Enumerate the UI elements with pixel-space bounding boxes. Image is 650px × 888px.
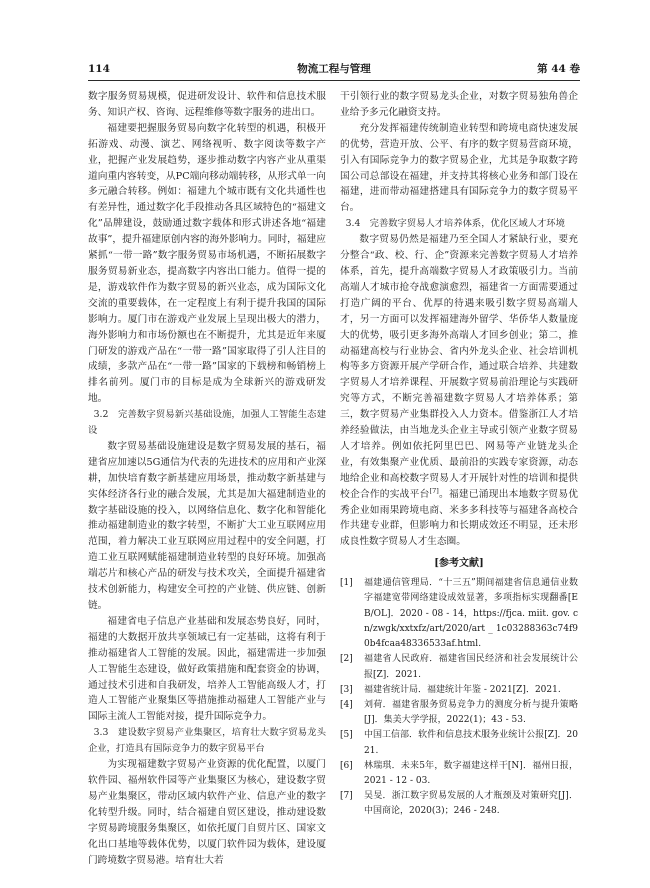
journal-title: 物流工程与管理	[297, 63, 371, 75]
left-column	[88, 89, 326, 868]
body-paragraph: 充分发挥福建传统制造业转型和跨境电商快速发展的优势，营造开放、公平、有序的数字贸易营商环境，引入有国际竞争力的数字贸易企业，尤其是争取数字跨国公司总部设在福建，并支持其将核心业务和部门设在福建，进而带动福建搭建具有国际竞争力的数字贸易平台。	[340, 122, 578, 214]
paragraph-text: 。福建已涌现出本地数字贸易优秀企业如雨果跨境电商、米多多科技等与福建各高校合作共建专业群，但影响力和长期成效还不明显，还未形成良性数字贸易人才生态圈。	[340, 488, 579, 548]
volume-label: 第 44 卷	[537, 63, 580, 75]
paragraph-text: 数字贸易仍然是福建乃至全国人才紧缺行业，要充分整合“政、校、行、企”资源来完善数字贸易人才培养体系，首先，提升高端数字贸易人才政策吸引力。当前高端人才城市抢夺战愈演愈烈，福建省一方面需要通过打造广阔的平台、优厚的待遇来吸引数字贸易高端人才，另一方面可以发挥福建海外留学、华侨华人数量庞大的优势，吸引更多海外高端人才回乡创业；第二，推动福建高校与行业协会、省内外龙头企业、社会培训机构等多方资源开展产学研合作，通过联合培养、共建数字贸易人才培养课程、开展数字贸易前沿理论与实践研究等方式，不断完善福建数字贸易人才培养体系；第三，数字贸易产业集群投入人力资本。借鉴浙江人才培养经验做法，由当地龙头企业主导或引领产业数字贸易人才培养。例如依托阿里巴巴、网易等产业链龙头企业，有效集聚产业优质、最前沿的实践专家资源，动态地给企业和高校数字贸易人才开展针对性的培训和提供校企合作的实战平台	[340, 234, 578, 500]
right-column	[340, 89, 578, 868]
reference-text: 刘荷．福建省服务贸易竞争力的测度分析与提升策略[J]．集美大学学报，2022(1)；43 - 53.	[364, 699, 578, 726]
reference-text: 福建通信管理局．“十三五”期间福建省信息通信业数字福建宽带网络建设成效显著，多项指标实现翻番[EB/OL]．2020 - 08 - 14，https://fjca. miit. gov. cn/zwgk/xxtxfz/art/2020/art _ 1c03288363c74f90b4fcaa48336533af.html.	[364, 578, 578, 650]
two-column-body	[88, 89, 580, 868]
running-header	[88, 62, 580, 81]
reference-label: [7]	[340, 791, 353, 802]
reference-item	[340, 698, 578, 728]
page-number: 114	[88, 63, 110, 75]
references-heading: [参考文献]	[434, 558, 484, 570]
reference-text: 林瑞琪．未来5年，数字福建这样干[N]．福州日报，2021 - 12 - 03.	[364, 760, 578, 786]
body-paragraph: 为实现福建数字贸易产业资源的优化配置，以厦门软件园、福州软件园等产业集聚区为核心，建设数字贸易产业集聚区，带动区域内软件产业、信息产业的数字化转型升级。同时，结合福建自贸区建设，推动建设数字贸易跨境服务集聚区，如依托厦门自贸片区、国家文化出口基地等载体优势，以厦门软件园为载体，建设厦门跨境数字贸易港。培育壮大若	[88, 759, 326, 866]
reference-label: [2]	[340, 654, 353, 665]
reference-text: 福建省人民政府．福建省国民经济和社会发展统计公报[Z]．2021.	[364, 654, 578, 680]
body-paragraph-continued: 干引领行业的数字贸易龙头企业，对数字贸易独角兽企业给予多元化融资支持。	[340, 91, 578, 118]
reference-text: 吴旻．浙江数字贸易发展的人才瓶颈及对策研究[J]．中国商论，2020(3)；246 - 248.	[364, 791, 578, 817]
reference-text: 福建省统计局．福建统计年鉴 - 2021[Z]．2021.	[364, 684, 561, 695]
citation-marker: [7]	[429, 486, 439, 495]
reference-item	[340, 789, 578, 819]
references-section	[340, 556, 578, 819]
reference-label: [4]	[340, 699, 353, 710]
reference-item	[340, 759, 578, 789]
reference-item	[340, 683, 578, 698]
body-paragraph: 福建省电子信息产业基础和发展态势良好，同时，福建的大数据开放共享领域已有一定基础，这将有利于推动福建省人工智能的发展。因此，福建需进一步加强人工智能生态建设，做好政策措施和配套资金的协调，通过技术引进和自我研发，培养人工智能高级人才，打造人工智能产业聚集区等措施推动福建人工智能产业与国际主流人工智能对接，提升国际竞争力。	[88, 615, 326, 723]
body-paragraph: 数字贸易基础设施建设是数字贸易发展的基石，福建省应加速以5G通信为代表的先进技术的应用和产业深耕，加快培育数字新基建应用场景，推动数字新基建与实体经济各行业的融合发展，尤其是加大福建制造业的数字基础设施的投入，以网络信息化、数字化和智能化推动福建制造业的数字转型，不断扩大工业互联网应用范围，着力解决工业互联网应用过程中的安全问题，打造工业互联网赋能福建制造业转型的良好环境。加强高端芯片和核心产品的研发与技术攻关，全面提升福建省技术创新能力，构建安全可控的产业链、供应链、创新链。	[88, 440, 326, 611]
reference-item	[340, 652, 578, 682]
reference-text: 中国工信部．软件和信息技术服务业统计公报[Z]．2021.	[364, 730, 578, 756]
reference-label: [3]	[340, 684, 353, 695]
reference-label: [6]	[340, 760, 353, 771]
reference-label: [5]	[340, 730, 353, 741]
reference-label: [1]	[340, 578, 353, 589]
section-heading-3-4: 3.4 完善数字贸易人才培养体系，优化区域人才环境	[345, 218, 565, 230]
body-paragraph-continued: 数字服务贸易规模，促进研发设计、软件和信息技术服务、知识产权、咨询、远程维修等数字服务的进出口。	[88, 91, 326, 118]
section-heading-3-3: 3.3 建设数字贸易产业集聚区，培育壮大数字贸易龙头企业，打造具有国际竞争力的数字贸易平台	[88, 727, 326, 755]
reference-item	[340, 576, 578, 652]
body-paragraph: 福建要把握服务贸易向数字化转型的机遇，积极开拓游戏、动漫、演艺、网络视听、数字阅读等数字产业，把握产业发展趋势，逐步推动数字内容产业从重渠道向重内容转变，从PC端向移动端转移，从形式单一向多元融合转移。例如：福建九个城市既有文化共通性也有差异性，通过数字化手段推动各具区域特色的“福建文化”品牌建设，鼓励通过数字载体和形式讲述各地“福建故事”，提升福建原创内容的海外影响力。同时，福建应紧抓“一带一路”数字服务贸易市场机遇，不断拓展数字服务贸易新业态，提高数字内容出口能力。值得一提的是，游戏软件作为数字贸易的新兴业态，成为国际文化交流的重要载体，在一定程度上有利于提升我国的国际影响力。厦门市在游戏产业发展上呈现出极大的潜力，海外影响力和市场份额也在不断提升，尤其是近年来厦门研发的游戏产品在“一带一路”国家取得了引人注目的成绩，多款产品在“一带一路”国家的下载榜和畅销榜上排名前列。厦门市的目标是成为全球新兴的游戏研发地。	[88, 122, 326, 405]
section-heading-3-2: 3.2 完善数字贸易新兴基础设施，加强人工智能生态建设	[88, 409, 326, 437]
reference-item	[340, 728, 578, 758]
body-paragraph-talent	[340, 232, 578, 550]
